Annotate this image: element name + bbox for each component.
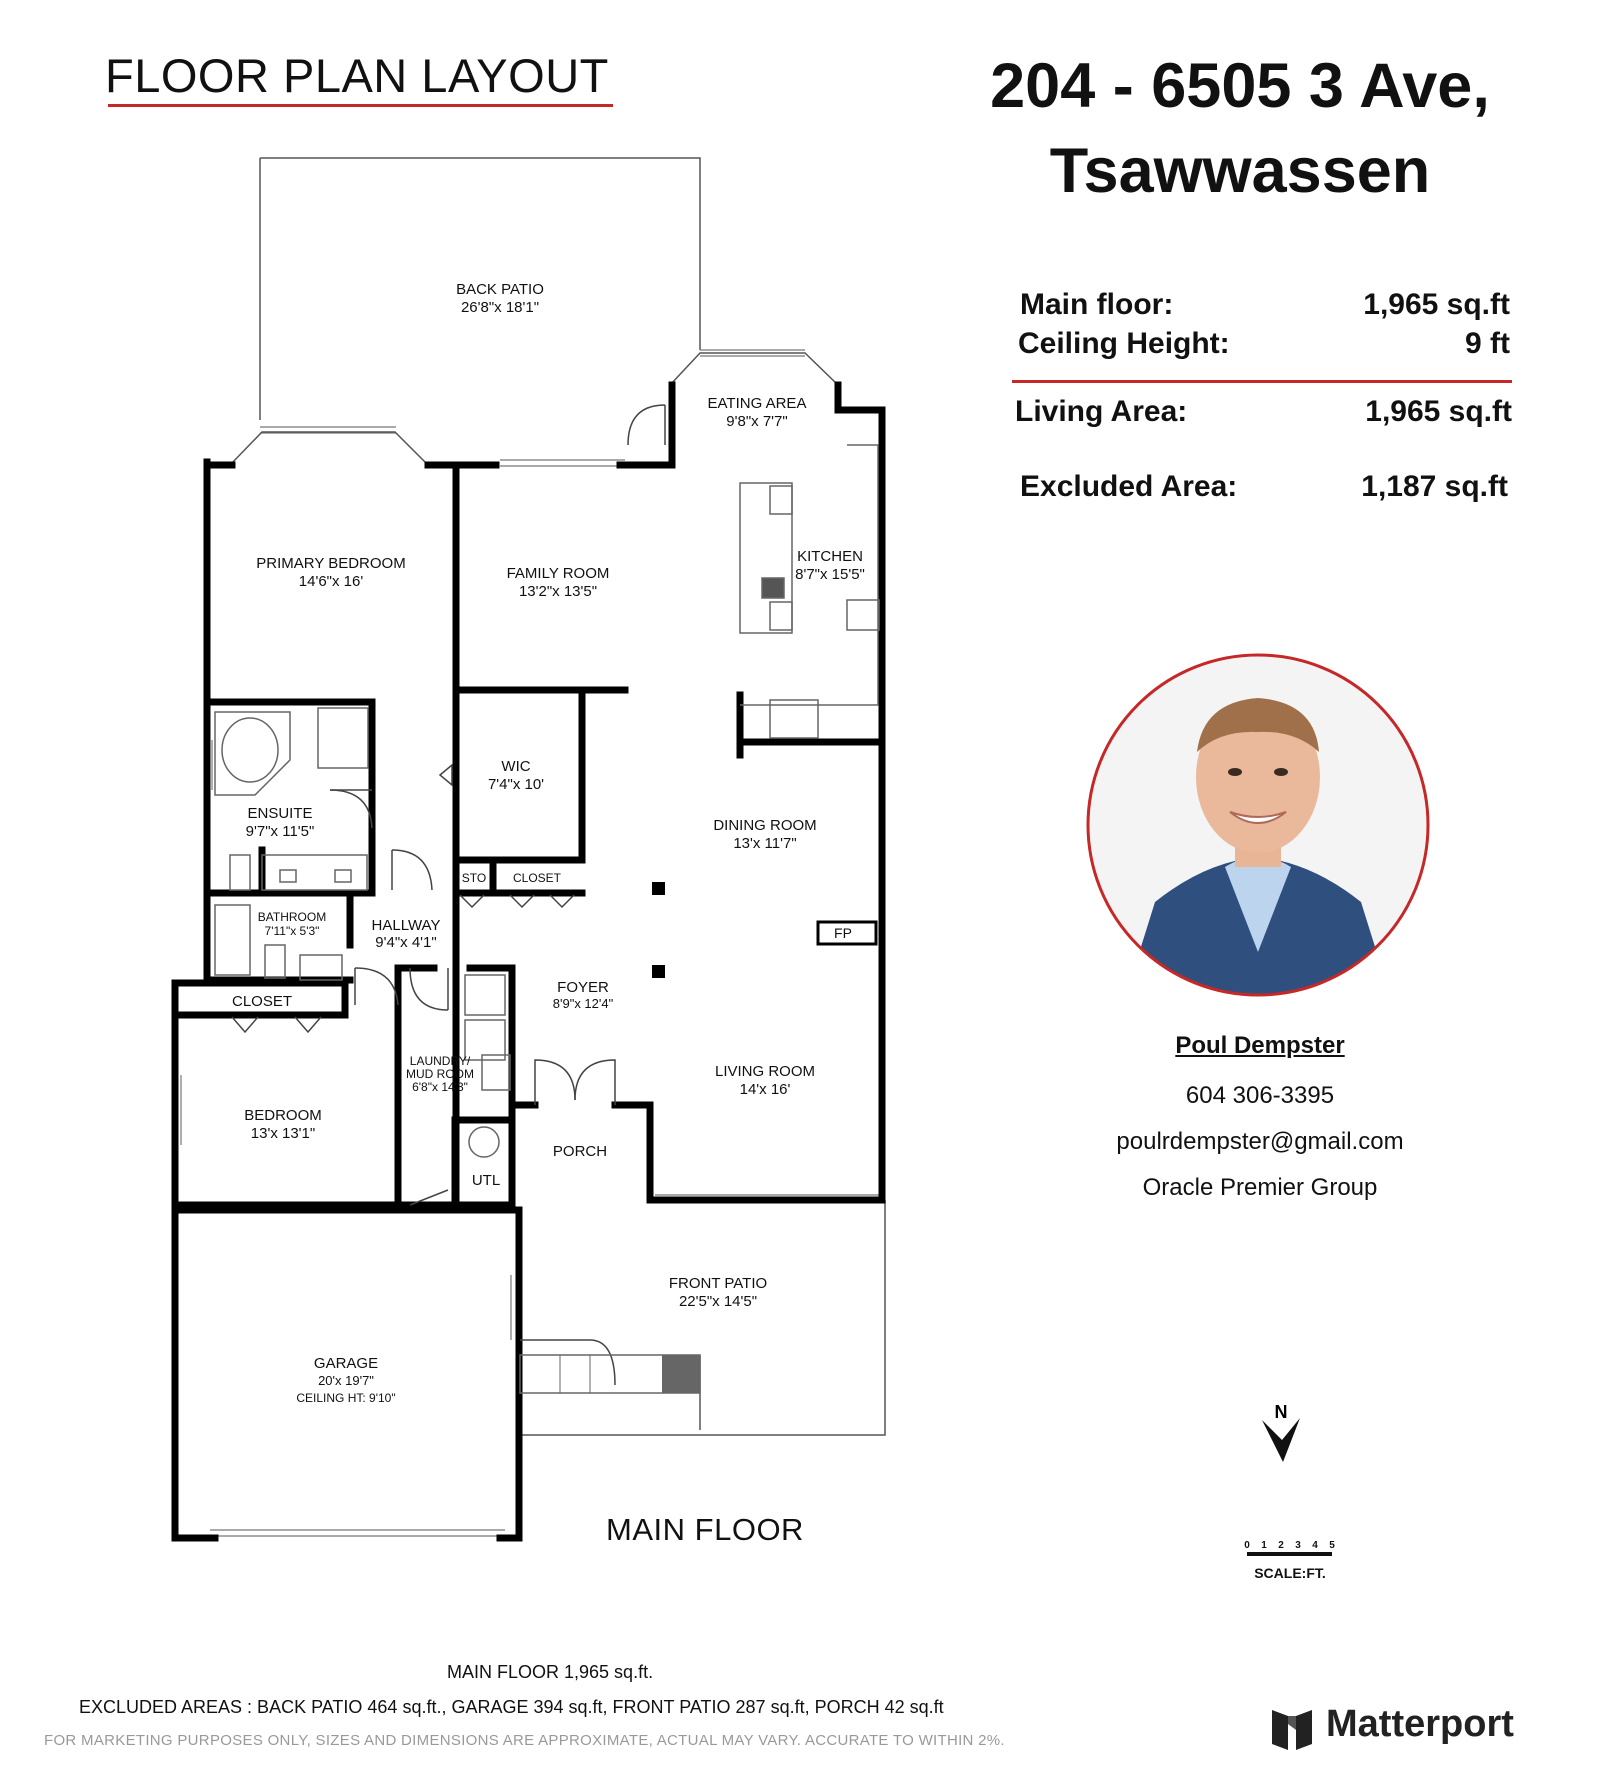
room-label-dining-room: DINING ROOM bbox=[713, 817, 817, 834]
scale-tick-3: 3 bbox=[1295, 1540, 1301, 1551]
agent-name[interactable]: Poul Dempster bbox=[1175, 1032, 1345, 1059]
room-dims-bedroom: 13'x 13'1" bbox=[250, 1125, 316, 1142]
scale-bar bbox=[1244, 1540, 1335, 1581]
living-area-value: 1,965 sq.ft bbox=[1365, 395, 1512, 428]
agent-company: Oracle Premier Group bbox=[1142, 1174, 1378, 1201]
room-dims-living-room: 14'x 16' bbox=[739, 1081, 791, 1098]
room-label-ensuite: ENSUITE bbox=[247, 805, 313, 822]
footer-disclaimer: FOR MARKETING PURPOSES ONLY, SIZES AND DIMENSIONS ARE APPROXIMATE, ACTUAL MAY VARY. ACCURATE TO WITHIN 2%. bbox=[44, 1732, 1005, 1749]
room-ceiling-garage: CEILING HT: 9'10" bbox=[296, 1391, 396, 1405]
excluded-area-value: 1,187 sq.ft bbox=[1361, 470, 1508, 503]
scale-tick-0: 0 bbox=[1244, 1540, 1250, 1551]
columns bbox=[652, 882, 665, 978]
north-label: N bbox=[1274, 1402, 1288, 1422]
room-label-foyer: FOYER bbox=[557, 979, 609, 996]
room-label-living-room: LIVING ROOM bbox=[714, 1063, 816, 1080]
scale-tick-2: 2 bbox=[1278, 1540, 1284, 1551]
room-dims-front-patio: 22'5"x 14'5" bbox=[678, 1293, 758, 1310]
address-line-2: Tsawwassen bbox=[1049, 136, 1431, 206]
room-label-bedroom-closet: CLOSET bbox=[231, 993, 293, 1010]
room-label-wic-closet: CLOSET bbox=[512, 871, 562, 885]
room-label-sto: STO bbox=[461, 871, 487, 885]
matterport-logo-icon bbox=[1268, 1706, 1316, 1754]
agent-phone[interactable]: 604 306-3395 bbox=[1185, 1082, 1335, 1109]
room-label-porch: PORCH bbox=[552, 1143, 608, 1160]
room-dims-family-room: 13'2"x 13'5" bbox=[518, 583, 598, 600]
ceiling-height-label: Ceiling Height: bbox=[1018, 327, 1230, 360]
room-dims-dining-room: 13'x 11'7" bbox=[733, 835, 797, 852]
floor-label: MAIN FLOOR bbox=[606, 1512, 804, 1547]
room-dims-ensuite: 9'7"x 11'5" bbox=[245, 823, 315, 840]
room-label-garage: GARAGE bbox=[313, 1355, 379, 1372]
front-steps bbox=[520, 1355, 700, 1393]
main-floor-label: Main floor: bbox=[1020, 288, 1174, 321]
room-dims-garage: 20'x 19'7" bbox=[318, 1373, 374, 1388]
room-dims-laundry: 6'8"x 14'3" bbox=[412, 1080, 468, 1094]
room-label-utl: UTL bbox=[471, 1172, 501, 1189]
room-label-wic: WIC bbox=[501, 758, 531, 775]
main-floor-value: 1,965 sq.ft bbox=[1363, 288, 1510, 321]
agent-email[interactable]: poulrdempster@gmail.com bbox=[1116, 1128, 1404, 1155]
scale-tick-4: 4 bbox=[1312, 1540, 1318, 1551]
brand-name: Matterport bbox=[1326, 1703, 1514, 1745]
room-dims-kitchen: 8'7"x 15'5" bbox=[795, 566, 865, 583]
room-label-back-patio: BACK PATIO bbox=[456, 281, 544, 298]
room-label-family-room: FAMILY ROOM bbox=[506, 565, 610, 582]
plan-title: FLOOR PLAN LAYOUT bbox=[105, 49, 609, 102]
room-label-eating-area: EATING AREA bbox=[707, 395, 807, 412]
room-label-laundry-1: LAUNDRY/ bbox=[409, 1054, 471, 1068]
room-label-bedroom: BEDROOM bbox=[244, 1107, 322, 1124]
room-dims-wic: 7'4"x 10' bbox=[487, 776, 545, 793]
windows bbox=[175, 350, 880, 1536]
address-line-1: 204 - 6505 3 Ave, bbox=[990, 51, 1490, 121]
room-label-hallway: HALLWAY bbox=[371, 917, 441, 934]
kitchen-fixtures bbox=[740, 445, 879, 738]
excluded-area-label: Excluded Area: bbox=[1020, 470, 1238, 503]
room-dims-hallway: 9'4"x 4'1" bbox=[375, 934, 437, 951]
room-dims-primary-bedroom: 14'6"x 16' bbox=[298, 573, 364, 590]
living-area-label: Living Area: bbox=[1015, 395, 1188, 428]
room-dims-back-patio: 26'8"x 18'1" bbox=[460, 299, 540, 316]
room-dims-eating-area: 9'8"x 7'7" bbox=[726, 413, 788, 430]
footer-main-floor-area: MAIN FLOOR 1,965 sq.ft. bbox=[447, 1662, 654, 1682]
room-label-primary-bedroom: PRIMARY BEDROOM bbox=[256, 555, 406, 572]
room-dims-foyer: 8'9"x 12'4" bbox=[552, 996, 614, 1011]
room-label-laundry-2: MUD ROOM bbox=[406, 1067, 474, 1081]
room-label-kitchen: KITCHEN bbox=[797, 548, 863, 565]
ceiling-height-value: 9 ft bbox=[1465, 327, 1510, 360]
room-label-fp: FP bbox=[834, 925, 852, 941]
footer-excluded-areas: EXCLUDED AREAS : BACK PATIO 464 sq.ft., GARAGE 394 sq.ft, FRONT PATIO 287 sq.ft, PORCH 42 sq.ft bbox=[79, 1697, 944, 1717]
scale-label: SCALE:FT. bbox=[1254, 1565, 1326, 1581]
room-label-front-patio: FRONT PATIO bbox=[668, 1275, 768, 1292]
north-arrow-icon bbox=[1262, 1402, 1300, 1462]
scale-tick-5: 5 bbox=[1329, 1540, 1335, 1551]
scale-tick-1: 1 bbox=[1261, 1540, 1267, 1551]
room-dims-bathroom: 7'11"x 5'3" bbox=[264, 924, 320, 938]
room-label-bathroom: BATHROOM bbox=[257, 910, 327, 924]
